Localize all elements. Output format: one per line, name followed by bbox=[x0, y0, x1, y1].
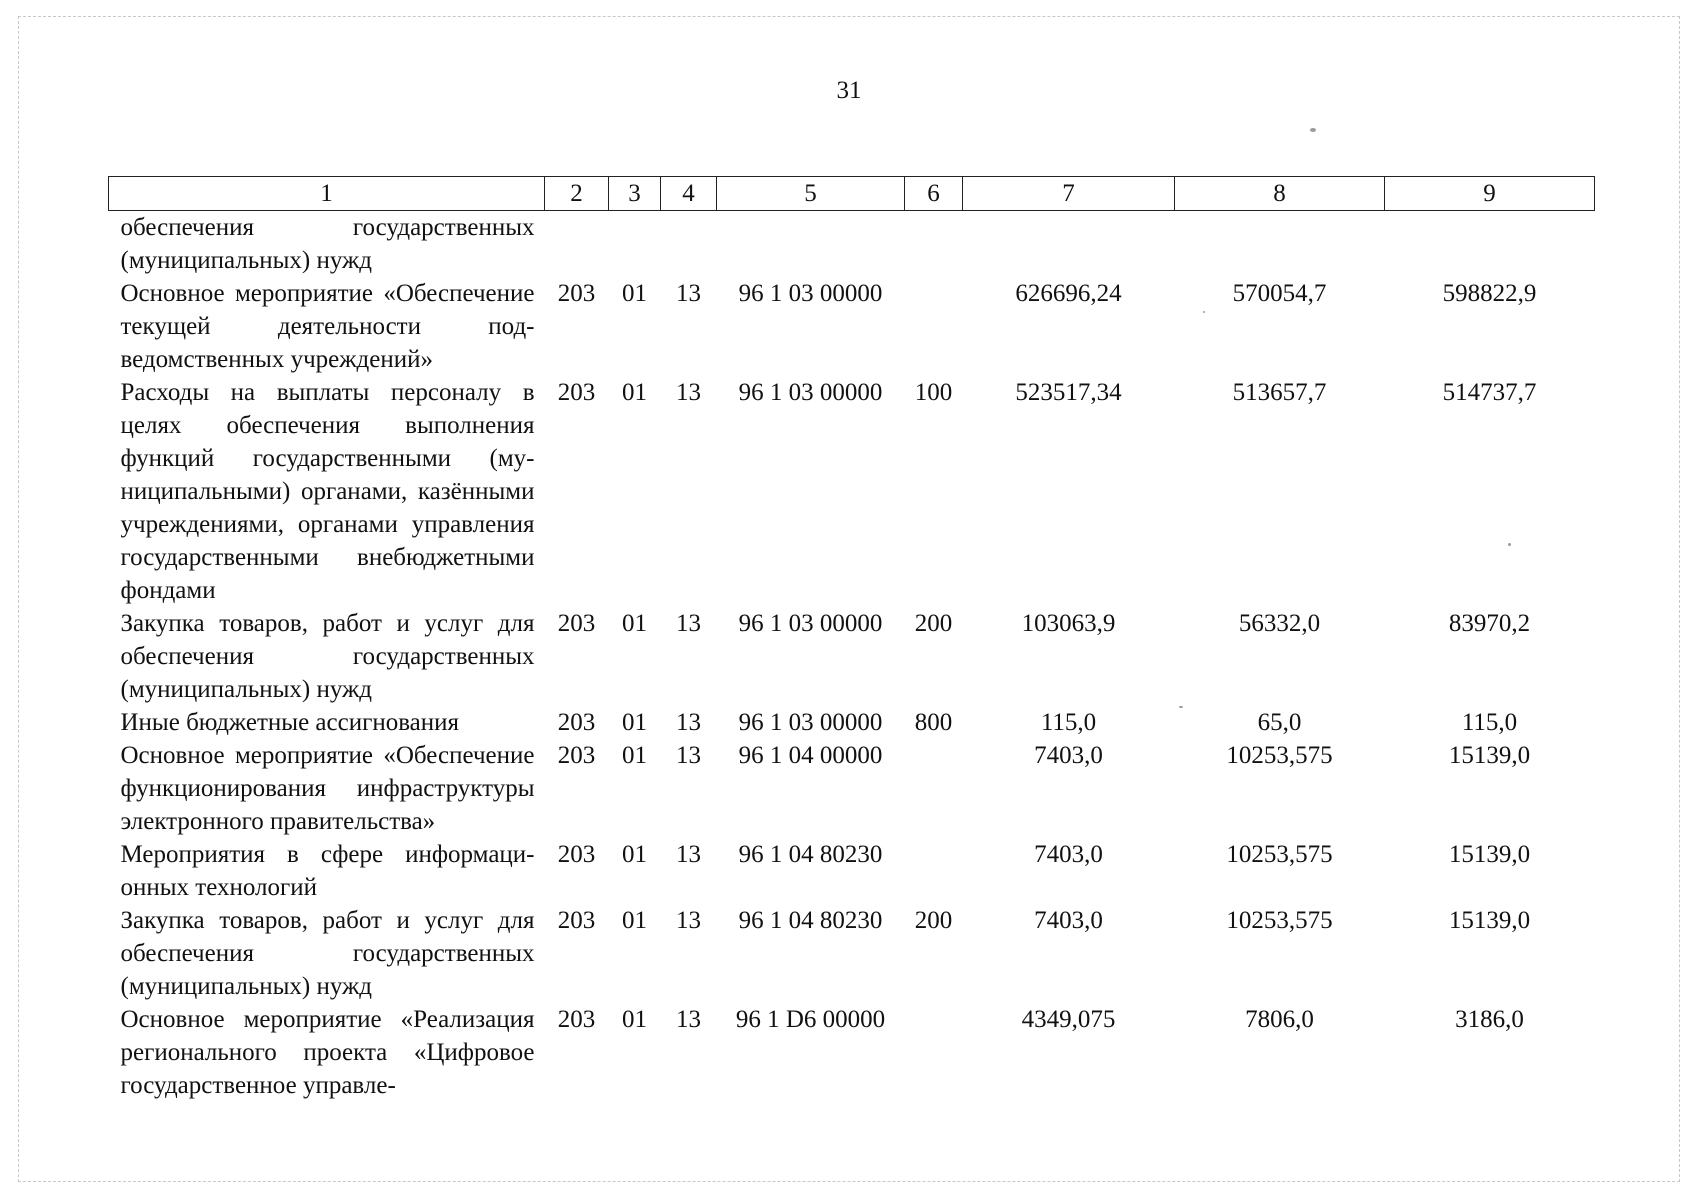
row-expense-type: 200 bbox=[914, 610, 953, 637]
row-name: Иные бюджетные ассигнования bbox=[120, 709, 460, 736]
row-name: Закупка товаров, работ и услуг для обеспечения государственных (муниципальных) нужд bbox=[120, 907, 535, 1000]
row-value-col8: 513657,7 bbox=[1232, 379, 1327, 406]
row-subsection-code: 13 bbox=[676, 841, 701, 868]
row-name: Мероприятия в сфере информационных технологий bbox=[120, 841, 535, 901]
row-subsection-code: 13 bbox=[676, 742, 701, 769]
budget-table bbox=[108, 176, 1595, 1102]
row-value-col8: 10253,575 bbox=[1226, 742, 1333, 769]
row-expense-type bbox=[905, 277, 963, 376]
table-row bbox=[109, 211, 1595, 278]
row-value-col7: 7403,0 bbox=[1034, 907, 1103, 934]
row-value-col8: 570054,7 bbox=[1232, 280, 1327, 307]
row-name: Основное мероприятие «Обеспечение текущей деятельности подведомственных учреждений» bbox=[120, 280, 535, 373]
column-header: 2 bbox=[545, 177, 609, 211]
row-value-col7 bbox=[963, 211, 1175, 278]
row-target-article: 96 1 03 00000 bbox=[738, 610, 883, 637]
column-header: 6 bbox=[905, 177, 963, 211]
row-target-article: 96 1 03 00000 bbox=[738, 709, 883, 736]
row-name: Закупка товаров, работ и услуг для обеспечения государственных (муниципальных) нужд bbox=[120, 610, 535, 703]
table-header-row bbox=[109, 177, 1595, 211]
row-target-article: 96 1 03 00000 bbox=[738, 280, 883, 307]
column-header: 1 bbox=[109, 177, 545, 211]
column-header: 8 bbox=[1175, 177, 1385, 211]
table-row bbox=[109, 277, 1595, 376]
row-value-col9: 15139,0 bbox=[1448, 907, 1531, 934]
row-value-col9: 598822,9 bbox=[1442, 280, 1537, 307]
row-value-col8: 56332,0 bbox=[1238, 610, 1321, 637]
column-header: 3 bbox=[609, 177, 661, 211]
row-value-col9: 514737,7 bbox=[1442, 379, 1537, 406]
column-header: 5 bbox=[717, 177, 905, 211]
row-subsection-code: 13 bbox=[676, 709, 701, 736]
row-target-article: 96 1 04 00000 bbox=[738, 742, 883, 769]
row-expense-type bbox=[905, 211, 963, 278]
row-section-code: 01 bbox=[622, 907, 647, 934]
row-value-col7: 4349,075 bbox=[1021, 1006, 1116, 1033]
table-row bbox=[109, 376, 1595, 607]
row-grbs-code: 203 bbox=[557, 280, 596, 307]
row-value-col8: 10253,575 bbox=[1226, 841, 1333, 868]
row-section-code bbox=[609, 211, 661, 278]
row-section-code: 01 bbox=[622, 379, 647, 406]
table-row bbox=[109, 1003, 1595, 1102]
row-value-col7: 626696,24 bbox=[1015, 280, 1122, 307]
row-grbs-code: 203 bbox=[557, 841, 596, 868]
row-value-col9: 3186,0 bbox=[1455, 1006, 1524, 1033]
row-expense-type: 200 bbox=[914, 907, 953, 934]
column-header: 4 bbox=[661, 177, 717, 211]
row-section-code: 01 bbox=[622, 841, 647, 868]
table-row bbox=[109, 739, 1595, 838]
row-value-col7: 103063,9 bbox=[1021, 610, 1116, 637]
row-expense-type: 800 bbox=[914, 709, 953, 736]
row-subsection-code: 13 bbox=[676, 610, 701, 637]
row-value-col7: 7403,0 bbox=[1034, 742, 1103, 769]
row-name: обеспечения государственных (муниципальных) нужд bbox=[120, 214, 535, 274]
row-grbs-code: 203 bbox=[557, 742, 596, 769]
row-value-col9 bbox=[1385, 211, 1595, 278]
row-value-col9: 115,0 bbox=[1461, 709, 1518, 736]
row-subsection-code bbox=[661, 211, 717, 278]
row-name: Основное мероприятие «Реализация регионального проекта «Цифровое государственное управле- bbox=[120, 1006, 535, 1099]
table-row bbox=[109, 904, 1595, 1003]
row-name: Основное мероприятие «Обеспечение функционирования инфраструктуры электронного правительства» bbox=[120, 742, 535, 835]
row-grbs-code: 203 bbox=[557, 709, 596, 736]
row-value-col9: 83970,2 bbox=[1448, 610, 1531, 637]
scan-speck bbox=[1310, 128, 1316, 132]
row-subsection-code: 13 bbox=[676, 280, 701, 307]
row-section-code: 01 bbox=[622, 1006, 647, 1033]
row-expense-type bbox=[905, 1003, 963, 1102]
row-target-article: 96 1 04 80230 bbox=[738, 907, 883, 934]
row-grbs-code: 203 bbox=[557, 610, 596, 637]
row-target-article: 96 1 03 00000 bbox=[738, 379, 883, 406]
row-grbs-code: 203 bbox=[557, 379, 596, 406]
row-target-article: 96 1 04 80230 bbox=[738, 841, 883, 868]
row-value-col8: 65,0 bbox=[1257, 709, 1302, 736]
table-row bbox=[109, 607, 1595, 706]
row-section-code: 01 bbox=[622, 610, 647, 637]
table-row bbox=[109, 706, 1595, 739]
row-value-col7: 115,0 bbox=[1040, 709, 1097, 736]
row-section-code: 01 bbox=[622, 280, 647, 307]
row-expense-type bbox=[905, 739, 963, 838]
row-expense-type bbox=[905, 838, 963, 904]
row-value-col9: 15139,0 bbox=[1448, 841, 1531, 868]
column-header: 7 bbox=[963, 177, 1175, 211]
row-grbs-code: 203 bbox=[557, 907, 596, 934]
row-section-code: 01 bbox=[622, 742, 647, 769]
row-target-article: 96 1 D6 00000 bbox=[735, 1006, 886, 1033]
row-value-col8: 7806,0 bbox=[1245, 1006, 1314, 1033]
row-subsection-code: 13 bbox=[676, 1006, 701, 1033]
row-target-article bbox=[717, 211, 905, 278]
row-value-col8 bbox=[1175, 211, 1385, 278]
row-section-code: 01 bbox=[622, 709, 647, 736]
row-subsection-code: 13 bbox=[676, 907, 701, 934]
column-header: 9 bbox=[1385, 177, 1595, 211]
table-row bbox=[109, 838, 1595, 904]
row-expense-type: 100 bbox=[914, 379, 953, 406]
row-value-col7: 523517,34 bbox=[1015, 379, 1122, 406]
row-value-col8: 10253,575 bbox=[1226, 907, 1333, 934]
row-value-col7: 7403,0 bbox=[1034, 841, 1103, 868]
page-number: 31 bbox=[836, 77, 862, 104]
row-value-col9: 15139,0 bbox=[1448, 742, 1531, 769]
row-grbs-code: 203 bbox=[557, 1006, 596, 1033]
row-subsection-code: 13 bbox=[676, 379, 701, 406]
row-grbs-code bbox=[545, 211, 609, 278]
row-name: Расходы на выплаты персоналу в целях обеспечения выполнения функций государственными (муниципальными) органами, казёнными учреждениями, органами управления государственными внебюджетными фондами bbox=[120, 379, 535, 604]
